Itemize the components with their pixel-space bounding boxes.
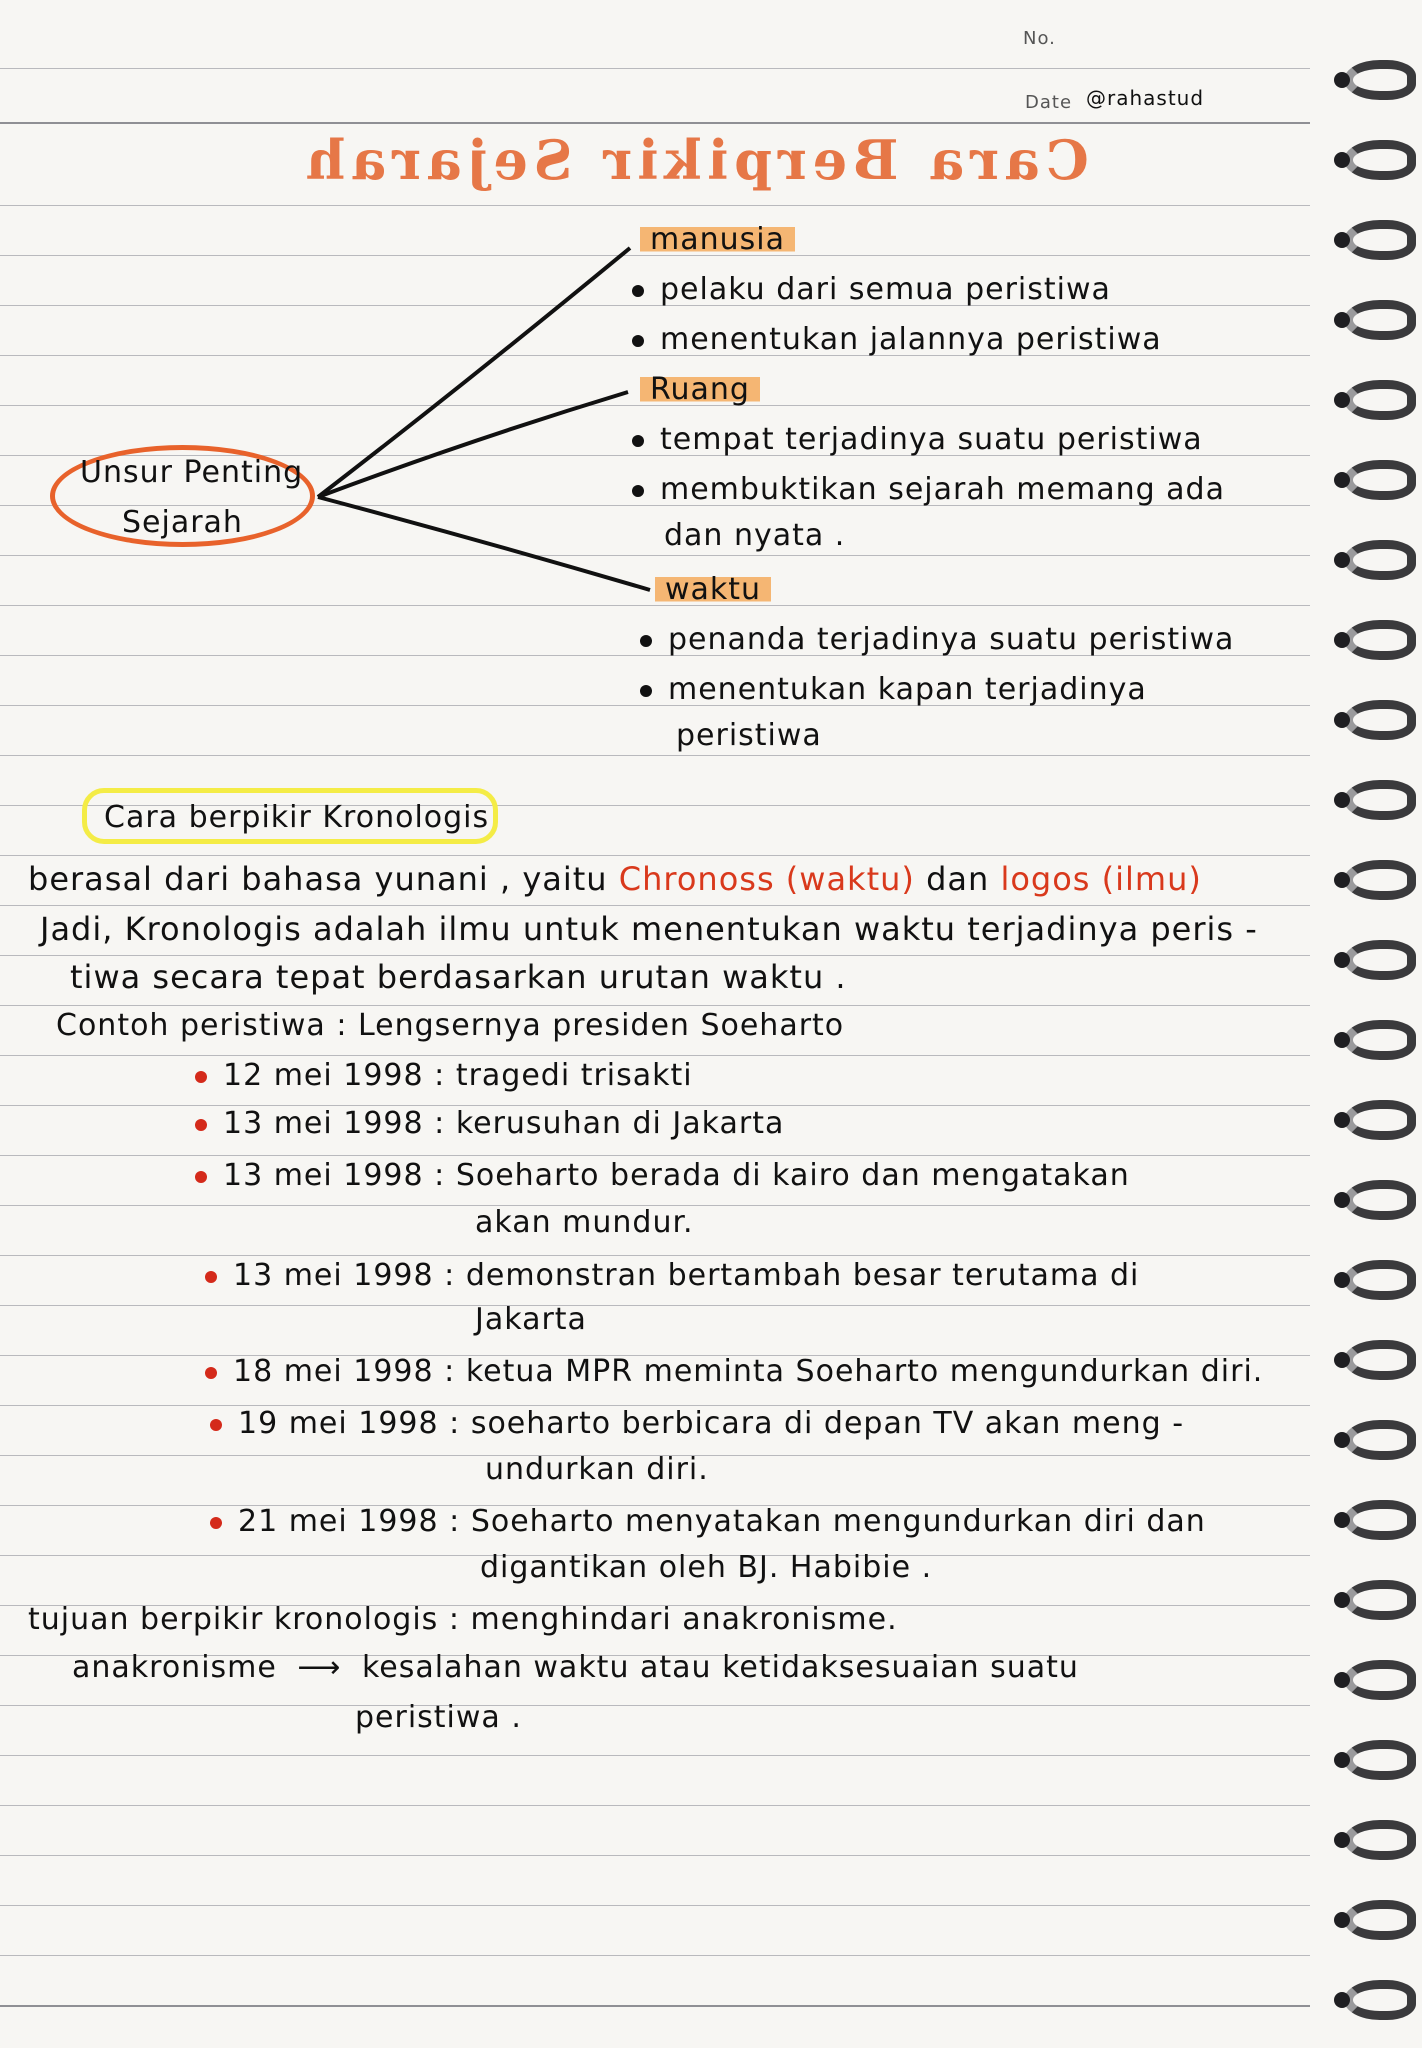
- page-title: Cara Berpikir Sejarah: [300, 128, 1089, 192]
- branch-label-ruang: Ruang: [640, 372, 760, 407]
- event-item-cont: digantikan oleh BJ. Habibie .: [480, 1550, 933, 1585]
- arrow-icon: ⟶: [297, 1650, 342, 1685]
- branch-point-cont: peristiwa: [676, 718, 822, 753]
- anachronism-line-2: peristiwa .: [355, 1700, 522, 1735]
- event-item: 19 mei 1998 : soeharto berbicara di depan TV akan meng -: [210, 1406, 1184, 1441]
- paragraph-line-2: Jadi, Kronologis adalah ilmu untuk menentukan waktu terjadinya peris -: [40, 910, 1258, 948]
- term-chronoss: Chronoss (waktu): [618, 860, 915, 898]
- event-item: 13 mei 1998 : Soeharto berada di kairo dan mengatakan: [195, 1158, 1130, 1193]
- branch-label-waktu: waktu: [655, 572, 771, 607]
- event-item: 13 mei 1998 : demonstran bertambah besar terutama di: [205, 1258, 1139, 1293]
- branch-point: menentukan jalannya peristiwa: [632, 322, 1162, 357]
- goal-line: tujuan berpikir kronologis : menghindari anakronisme.: [28, 1602, 898, 1637]
- mindmap-center-line1: Unsur Penting: [80, 455, 304, 490]
- branch-point: penanda terjadinya suatu peristiwa: [640, 622, 1234, 657]
- branch-point: menentukan kapan terjadinya: [640, 672, 1147, 707]
- section-heading: Cara berpikir Kronologis: [104, 800, 490, 835]
- mindmap-center-line2: Sejarah: [122, 505, 243, 540]
- author-handle: @rahastud: [1086, 86, 1205, 110]
- paragraph-line-3: tiwa secara tepat berdasarkan urutan waktu .: [70, 958, 847, 996]
- example-label: Contoh peristiwa : Lengsernya presiden Soeharto: [56, 1008, 845, 1043]
- event-item: 12 mei 1998 : tragedi trisakti: [195, 1058, 693, 1093]
- event-item: 21 mei 1998 : Soeharto menyatakan mengundurkan diri dan: [210, 1504, 1206, 1539]
- branch-label-manusia: manusia: [640, 222, 795, 257]
- no-label: No.: [1023, 28, 1056, 49]
- date-label: Date: [1025, 92, 1073, 113]
- paragraph-line-1: berasal dari bahasa yunani , yaitu Chronoss (waktu) dan logos (ilmu): [28, 860, 1202, 898]
- event-item: 13 mei 1998 : kerusuhan di Jakarta: [195, 1106, 784, 1141]
- branch-point: membuktikan sejarah memang ada: [632, 472, 1225, 507]
- branch-point: pelaku dari semua peristiwa: [632, 272, 1111, 307]
- event-item-cont: Jakarta: [475, 1302, 587, 1337]
- event-item-cont: akan mundur.: [475, 1205, 694, 1240]
- branch-point-cont: dan nyata .: [664, 518, 846, 553]
- branch-point: tempat terjadinya suatu peristiwa: [632, 422, 1203, 457]
- term-logos: logos (ilmu): [1000, 860, 1202, 898]
- spiral-binding: [1312, 0, 1422, 2048]
- anachronism-line: anakronisme ⟶ kesalahan waktu atau ketidaksesuaian suatu: [72, 1650, 1079, 1685]
- event-item-cont: undurkan diri.: [485, 1452, 709, 1487]
- event-item: 18 mei 1998 : ketua MPR meminta Soeharto mengundurkan diri.: [205, 1354, 1263, 1389]
